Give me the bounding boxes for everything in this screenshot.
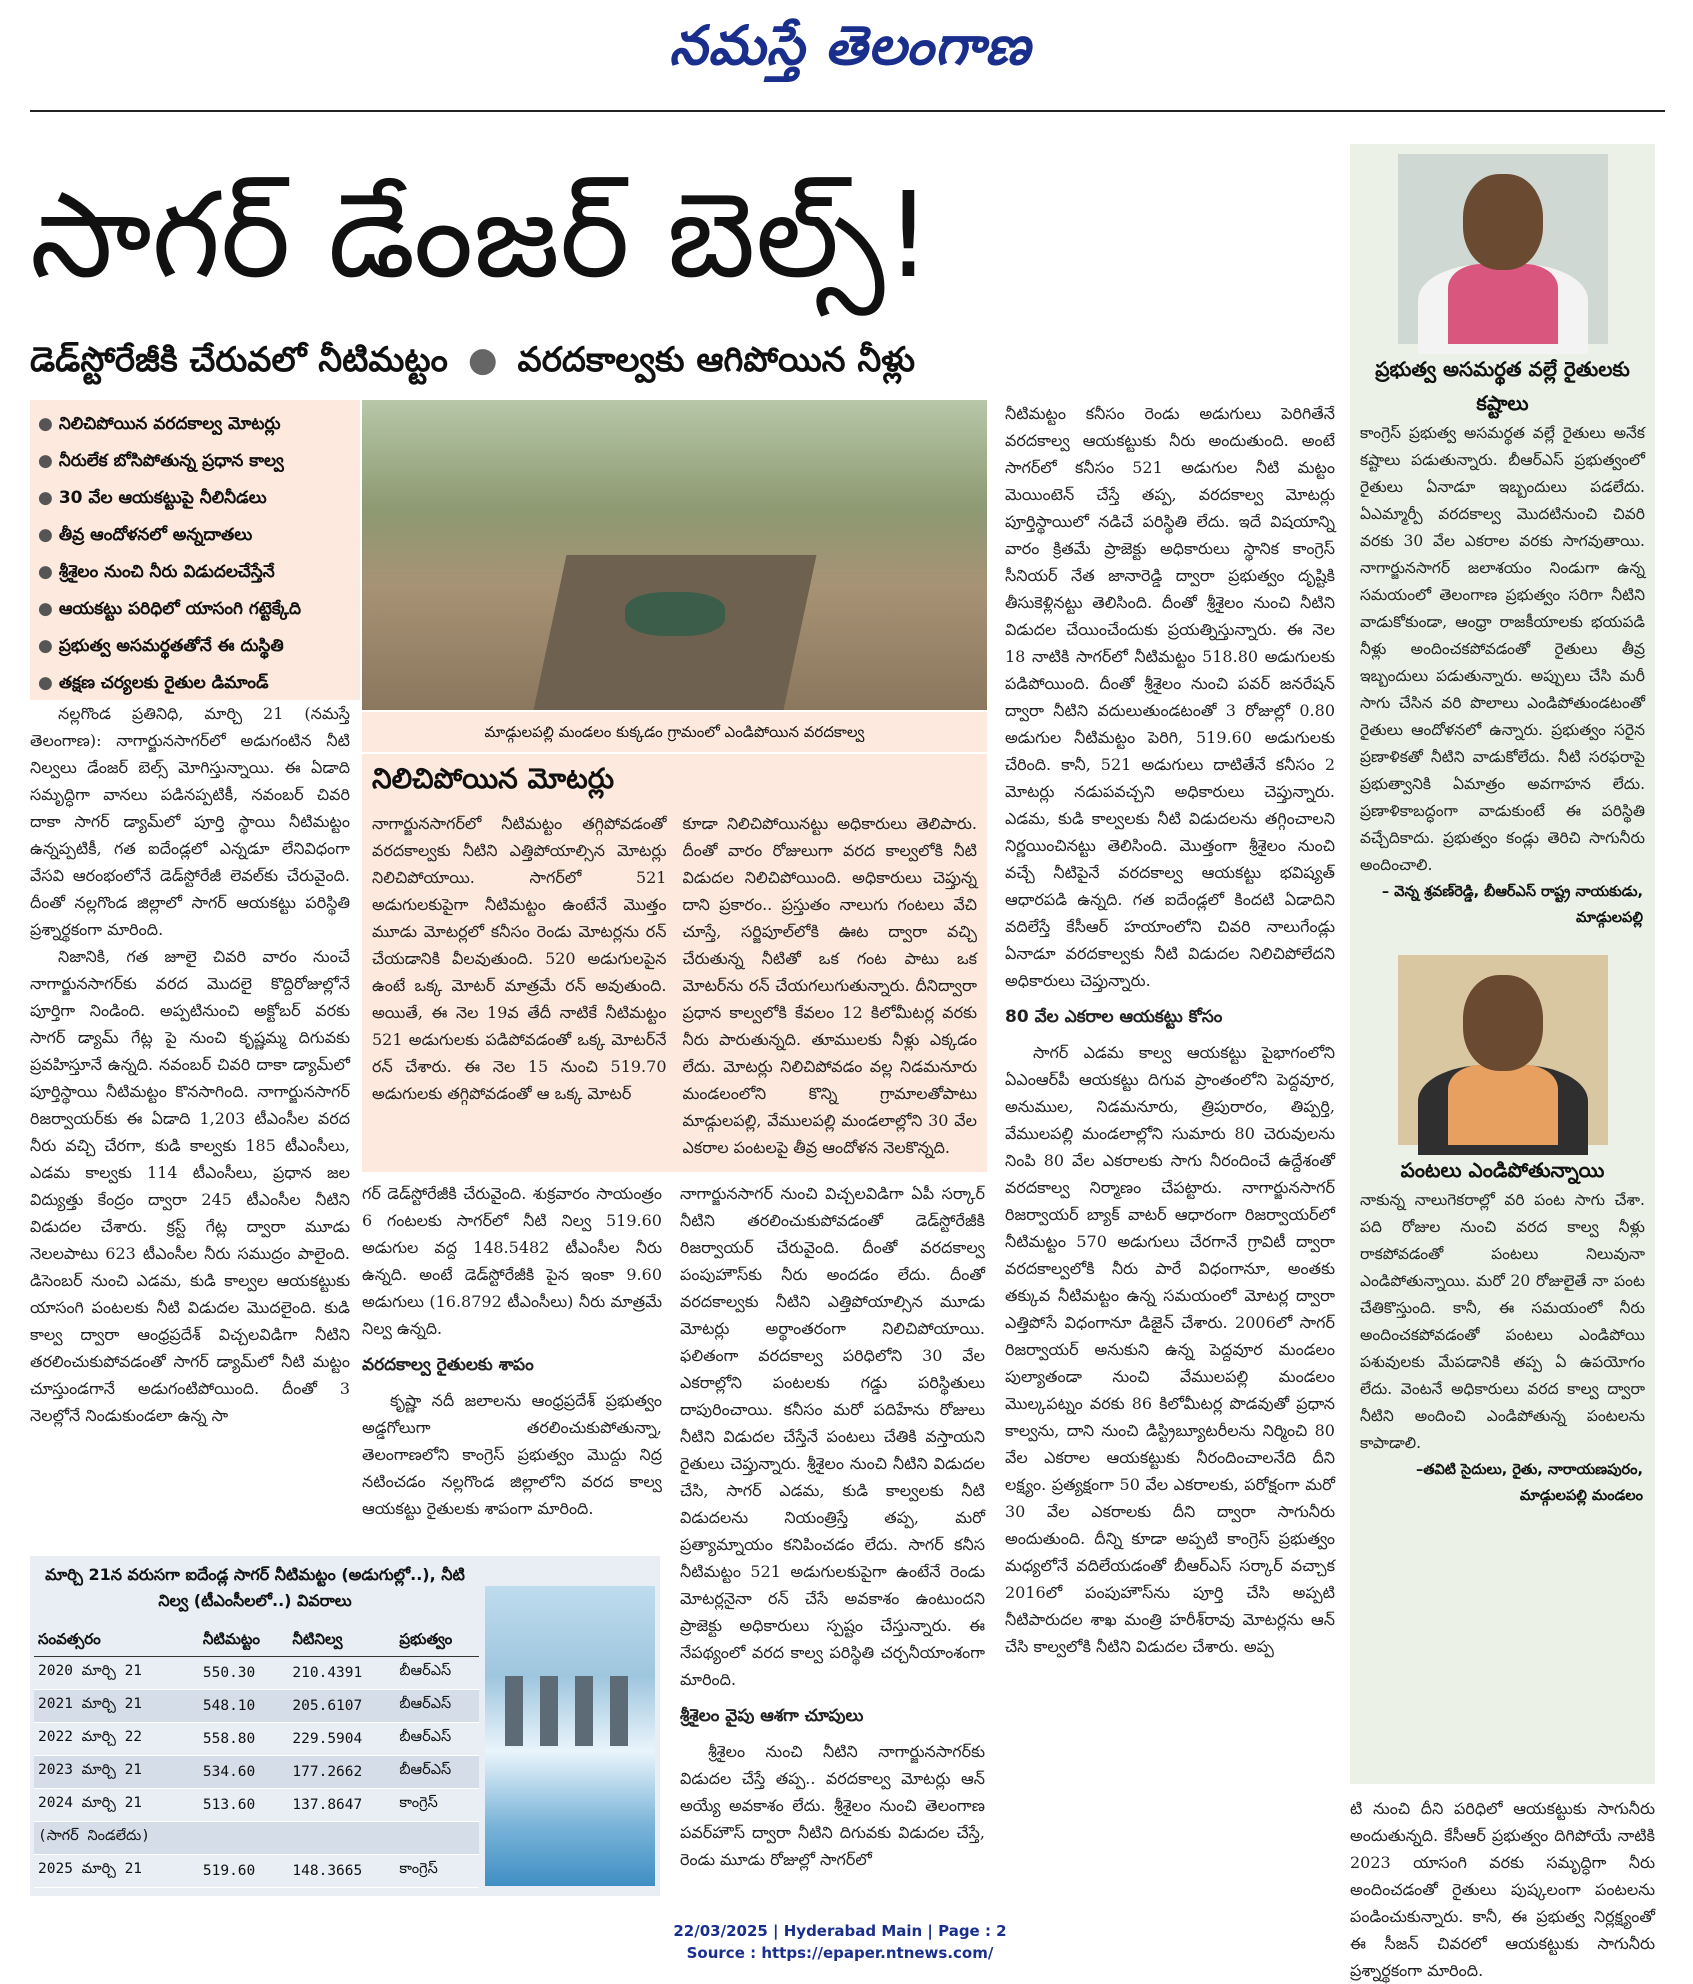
bullet-dot-icon: ● <box>38 599 53 619</box>
table-header: నీటినిల్వ <box>288 1626 395 1657</box>
article-paragraph: సాగర్ ఎడమ కాల్వ ఆయకట్టు పైభాగంలోని ఏఎంఆర్‌పీ ఆయకట్టు దిగువ ప్రాంతంలోని పెద్దవూర, అనుముల, నిడమనూరు, త్రిపురారం, తిప్పర్తి, వేములపల్లి మండలాల్లోని సుమారు 80 చెరువులను నింపి 80 వేల ఎకరాలకు సాగు నీరందించే ఉద్దేశంతో వరదకాల్వ నిర్మాణం చేపట్టారు. నాగార్జునసాగర్ రిజర్వాయర్ బ్యాక్ వాటర్ ఆధారంగా రిజర్వాయర్‌లో నీటిమట్టం 570 అడుగులు చేరగానే గ్రావిటీ ద్వారా వరదకాల్వలోకి నీరు పారే విధంగానూ, అంతకు తక్కువ నీటిమట్టం ఉన్న సమయంలో మోటర్ల ద్వారా ఎత్తిపోసే విధంగానూ డిజైన్ చేశారు. 2006లో సాగర్ రిజర్వాయర్ అనుకుని ఉన్న పెద్దవూర మండలం పుల్యాతండా నుంచి వేములపల్లి మండలం మొల్కపట్నం వరకు 86 కిలోమీటర్ల పొడవుతో ప్రధాన కాల్వను, దాని నుంచి డిస్ట్రిబ్యూటరీలను నిర్మించి 80 వేల ఎకరాల ఆయకట్టుకు నీరందించాలనేది దీని లక్ష్యం. ప్రత్యక్షంగా 50 వేల ఎకరాలకు, పరోక్షంగా మరో 30 వేల ఎకరాలకు దీని ద్వారా సాగునీరు అందుతుంది. దీన్ని కూడా అప్పటి కాంగ్రెస్ ప్రభుత్వం మధ్యలోనే వదిలేయడంతో బీఆర్‌ఎస్ సర్కార్ వచ్చాక 2016లో పంపుహౌస్‌ను పూర్తి చేసి అప్పటి నీటిపారుదల శాఖ మంత్రి హరీశ్‌రావు మోటర్లను ఆన్ చేసి కాల్వలోకి నీటిని విడుదల చేశారు. అప్ప <box>1005 1043 1335 1656</box>
highlight-item: ● ఆయకట్టు పరిధిలో యాసంగి గట్టెక్కేది <box>38 599 301 619</box>
highlight-item: ● నీరులేక బోసిపోతున్న ప్రధాన కాల్వ <box>38 451 284 471</box>
table-row: 2020 మార్చి 21 550.30 210.4391 బీఆర్‌ఎస్ <box>34 1657 479 1690</box>
headline: సాగర్ డేంజర్ బెల్స్! <box>30 166 933 304</box>
subhead <box>30 330 1360 390</box>
article-paragraph: శ్రీశైలం నుంచి నీటిని నాగార్జునసాగర్‌కు విడుదల చేస్తే తప్ప.. వరదకాల్వ మోటర్లు ఆన్ అయ్యే అవకాశం లేదు. శ్రీశైలం నుంచి తెలంగాణ పవర్‌హౌస్ ద్వారా నీటిని దిగువకు విడుదల చేస్తే, రెండు మూడు రోజుల్లో సాగర్‌లో <box>680 1742 985 1869</box>
bullet-dot-icon: ● <box>38 562 53 582</box>
highlight-item: ● ప్రభుత్వ అసమర్థతతోనే ఈ దుస్థితి <box>38 636 284 656</box>
footer-source-link[interactable]: Source : https://epaper.ntnews.com/ <box>686 1944 994 1962</box>
table-header: నీటిమట్టం <box>199 1626 289 1657</box>
table-header: సంవత్సరం <box>34 1626 199 1657</box>
article-paragraph: నాగార్జునసాగర్ నుంచి విచ్చలవిడిగా ఏపీ సర్కార్ నీటిని తరలించుకుపోవడంతో డెడ్‌స్టోరేజీకి రిజర్వాయర్ చేరువైంది. దీంతో వరదకాల్వ పంపుహౌస్‌కు నీరు అందడం లేదు. దీంతో వరదకాల్వకు నీటిని ఎత్తిపోయాల్సిన మూడు మోటర్లు అర్థాంతరంగా నిలిచిపోయాయి. ఫలితంగా వరదకాల్వ పరిధిలోని 30 వేల ఎకరాల్లోని పంటలకు గడ్డు పరిస్థితులు దాపురించాయి. కనీసం మరో పదిహేను రోజులు నీటిని విడుదల చేస్తేనే పంటలు చేతికి వస్తాయని రైతులు చెప్తున్నారు. శ్రీశైలం నుంచి నీటిని విడుదల చేసి, సాగర్ ఎడమ, కుడి కాల్వలకు నీటి విడుదలను నియంత్రిస్తే తప్ప, మరో ప్రత్యామ్నాయం కనిపించడం లేదు. సాగర్ కనీస నీటిమట్టం 521 అడుగులకుపైగా ఉంటేనే రెండు మోటర్లనైనా రన్ చేసే అవకాశం ఉంటుందని ప్రాజెక్టు అధికారులు స్పష్టం చేస్తున్నారు. ఈ నేపథ్యంలో వరద కాల్వ పరిస్థితి చర్చనీయాంశంగా మారింది. <box>680 1184 985 1689</box>
table-row: (సాగర్ నిండలేదు) <box>34 1822 479 1855</box>
article-paragraph: నిజానికి, గత జూలై చివరి వారం నుంచే నాగార్జునసాగర్‌కు వరద మొదలై కొద్దిరోజుల్లోనే పూర్తిగా నిండింది. అప్పటినుంచి అక్టోబర్ వరకు సాగర్ డ్యామ్ గేట్ల పై నుంచి కృష్ణమ్మ దిగువకు ప్రవహిస్తూనే ఉన్నది. నవంబర్ చివరి దాకా డ్యామ్‌లో పూర్తిస్థాయి నీటిమట్టం కొనసాగింది. నాగార్జునసాగర్ రిజర్వాయర్‌కు ఈ ఏడాది 1,203 టీఎంసీల వరద నీరు వచ్చి చేరగా, కుడి కాల్వకు 185 టీఎంసీలు, ఎడమ కాల్వకు 114 టీఎంసీలు, ప్రధాన జల విద్యుత్తు కేంద్రం ద్వారా 245 టీఎంసీల నీటిని విడుదల చేశారు. క్రస్ట్ గేట్ల ద్వారా మూడు నెలలపాటు 623 టీఎంసీల నీరు సముద్రం పాలైంది. డిసెంబర్ నుంచి ఎడమ, కుడి కాల్వల ఆయకట్టుకు యాసంగి పంటలకు నీటి విడుదల మొదలైంది. కుడి కాల్వ ద్వారా ఆంధ్రప్రదేశ్ విచ్చలవిడిగా నీటిని తరలించుకుపోవడంతో సాగర్ డ్యామ్‌లో నీటి మట్టం చూస్తుండగానే అడుగంటిపోయింది. దీంతో 3 నెలల్లోనే నిండుకుండలా ఉన్న సా <box>30 947 350 1425</box>
photo-caption: మాడ్గులపల్లి మండలం కుక్కడం గ్రామంలో ఎండిపోయిన వరదకాల్వ <box>362 712 987 752</box>
subhead-right: వరదకాల్వకు ఆగిపోయిన నీళ్లు <box>517 340 916 380</box>
highlights-box <box>30 400 360 700</box>
section-heading: వరదకాల్వ రైతులకు శాపం <box>362 1355 534 1375</box>
motors-box-right-text: కూడా నిలిచిపోయినట్టు అధికారులు తెలిపారు. దీంతో వారం రోజులుగా వరద కాల్వలోకి నీటి విడుదల నిలిచిపోయింది. అధికారులు చెప్తున్న దాని ప్రకారం.. ప్రస్తుతం నాలుగు గంటలు వేచి చూస్తే, సర్జిపూల్‌లోకి ఊట ద్వారా వచ్చి చేరుతున్న నీటితో ఒక గంట పాటు ఒక మోటర్‌ను రన్ చేయగలుగుతున్నారు. దీనిద్వారా ప్రధాన కాల్వలోకి కేవలం 12 కిలోమీటర్ల వరకు నీరు పారుతున్నది. తూములకు నీళ్లు ఎక్కడం లేదు. మోటర్లు నిలిచిపోవడం వల్ల నిడమనూరు మండలంలోని కొన్ని గ్రామాలతోపాటు మాడ్గులపల్లి, వేములపల్లి మండలాల్లోని 30 వేల ఎకరాల పంటలపై తీవ్ర ఆందోళన నెలకొన్నది. <box>682 814 977 1157</box>
highlight-item: ● తీవ్ర ఆందోళనలో అన్నదాతలు <box>38 525 253 545</box>
article-paragraph: నల్లగొండ ప్రతినిధి, మార్చి 21 (నమస్తే తెలంగాణ): నాగార్జునసాగర్‌లో అడుగంటిన నీటి నిల్వలు డేంజర్ బెల్స్ మోగిస్తున్నాయి. ఈ ఏడాది సమృద్ధిగా వానలు పడినప్పటికీ, నవంబర్ చివరి దాకా సాగర్ డ్యామ్‌లో పూర్తి స్థాయి నీటిమట్టం ఉన్నప్పటికీ, గత ఐదేండ్లలో ఎన్నడూ లేనివిధంగా వేసవి ఆరంభంలోనే డెడ్‌స్టోరేజీ లెవల్‌కు చేరువైంది. దీంతో నల్లగొండ జిల్లాలో సాగర్ ఆయకట్టు పరిస్థితి ప్రశ్నార్థకంగా మారింది. <box>30 704 350 939</box>
article-column-2 <box>362 1180 662 1550</box>
water-pool-shape <box>625 592 725 635</box>
table-header: ప్రభుత్వం <box>395 1626 479 1657</box>
quote2-body: నాకున్న నాలుగెకరాల్లో వరి పంట సాగు చేశా. పది రోజుల నుంచి వరద కాల్వ నీళ్లు రాకపోవడంతో పంటలు నిలువునా ఎండిపోతున్నాయి. మరో 20 రోజులైతే నా పంట చేతికొస్తుంది. కానీ, ఈ సమయంలో నీరు అందించకపోవడంతో పంటలు ఎండిపోయి పశువులకు మేపడానికి తప్ప ఏ ఉపయోగం లేదు. వెంటనే అధికారులు వరద కాల్వ ద్వారా నీటిని అందించి ఎండిపోతున్న పంటలను కాపాడాలి. <box>1360 1191 1645 1452</box>
masthead-divider <box>30 110 1665 112</box>
highlight-item: ● నిలిచిపోయిన వరదకాల్వ మోటర్లు <box>38 414 281 434</box>
dry-canal-photo <box>362 400 987 710</box>
bullet-dot-icon: ● <box>38 488 53 508</box>
dam-photo <box>485 1586 655 1886</box>
article-column-3 <box>680 1180 985 1900</box>
quote2-signature: –తవిటి సైదులు, రైతు, నారాయణపురం, మాడ్గులపల్లి మండలం <box>1415 1462 1643 1504</box>
article-paragraph: నీటిమట్టం కనీసం రెండు అడుగులు పెరిగితేనే వరదకాల్వ ఆయకట్టుకు నీరు అందుతుంది. అంటే సాగర్‌లో కనీసం 521 అడుగుల నీటి మట్టం మెయింటెన్ చేస్తే తప్ప, వరదకాల్వ మోటర్లు పూర్తిస్థాయిలో నడిచే పరిస్థితి లేదు. ఇదే విషయాన్ని వారం క్రితమే ప్రాజెక్టు అధికారులు స్థానిక కాంగ్రెస్ సీనియర్ నేత జానారెడ్డి ద్వారా ప్రభుత్వం దృష్టికి తీసుకెళ్లినట్టు తెలిసింది. దీంతో శ్రీశైలం నుంచి నీటిని విడుదల చేయించేందుకు ప్రయత్నిస్తున్నారు. ఈ నెల 18 నాటికి సాగర్‌లో నీటిమట్టం 518.80 అడుగులకు పడిపోయింది. దీంతో శ్రీశైలం నుంచి పవర్ జనరేషన్ ద్వారా నీటిని వదులుతుండటంతో 3 రోజుల్లో 0.80 అడుగుల నీటిమట్టం పెరిగి, 519.60 అడుగులకు చేరింది. కానీ, 521 అడుగులు దాటితేనే కనీసం 2 మోటర్లు నడుపవచ్చని అధికారులు చెప్తున్నారు. ఎడమ, కుడి కాల్వలకు నీటి విడుదలను తగ్గించాలని నిర్ణయించినట్టు తెలిసింది. మొత్తంగా శ్రీశైలం నుంచి వచ్చే నీటిపైనే వరదకాల్వ ఆయకట్టు భవిష్యత్ ఆధారపడి ఉన్నది. గత ఐదేండ్లలో కిందటి ఏడాదిని వదిలేస్తే కేసీఆర్ హయాంలోని చివరి నాలుగేండ్లు ఏనాడూ వరదకాల్వకు నీటి విడుదల నిలిచిపోలేదని అధికారులు చెప్తున్నారు. <box>1005 404 1335 990</box>
table-title: మార్చి 21న వరుసగా ఐదేండ్ల సాగర్ నీటిమట్టం (అడుగుల్లో..), నీటి నిల్వ (టీఎంసీలలో..) వివరాలు <box>45 1565 465 1610</box>
quote1-heading: ప్రభుత్వ అసమర్థత వల్లే రైతులకు కష్టాలు <box>1375 357 1630 415</box>
quote2-heading: పంటలు ఎండిపోతున్నాయి <box>1400 1158 1605 1182</box>
motors-box-left-text: నాగార్జునసాగర్‌లో నీటిమట్టం తగ్గిపోవడంతో వరదకాల్వకు నీటిని ఎత్తిపోయాల్సిన మోటర్లు నిలిచిపోయాయి. సాగర్‌లో 521 అడుగులకుపైగా నీటిమట్టం ఉంటేనే మొత్తం మూడు మోటర్లలో కనీసం రెండు మోటర్లను రన్ చేయడానికి వీలవుతుంది. 520 అడుగులపైన ఉంటే ఒక్క మోటర్ మాత్రమే రన్ అవుతుంది. అయితే, ఈ నెల 19వ తేదీ నాటికే నీటిమట్టం 521 అడుగులకు పడిపోవడంతో ఒక్క మోటర్‌నే రన్ చేశారు. ఈ నెల 15 నుంచి 519.70 అడుగులకు తగ్గిపోవడంతో ఆ ఒక్క మోటర్ <box>372 814 667 1103</box>
table-row: 2025 మార్చి 21 519.60 148.3665 కాంగ్రెస్ <box>34 1855 479 1888</box>
highlight-item: ● శ్రీశైలం నుంచి నీరు విడుదలచేస్తేనే <box>38 562 275 582</box>
bullet-dot-icon: ● <box>38 673 53 693</box>
farmer-photo <box>1398 955 1608 1145</box>
bullet-dot-icon: ● <box>467 340 498 380</box>
motors-box-title: నిలిచిపోయిన మోటర్లు <box>372 762 615 795</box>
motors-stopped-box <box>362 754 987 1172</box>
footer-date-edition: 22/03/2025 | Hyderabad Main | Page : 2 <box>673 1922 1007 1940</box>
page-footer <box>600 1920 1080 1964</box>
quote1-signature: – వెన్న శ్రవణ్‌రెడ్డి, బీఆర్‌ఎస్ రాష్ట్ర నాయకుడు, మాడ్గులపల్లి <box>1381 884 1643 926</box>
section-heading: 80 వేల ఎకరాల ఆయకట్టు కోసం <box>1005 1007 1223 1027</box>
bullet-dot-icon: ● <box>38 525 53 545</box>
quote1-body: కాంగ్రెస్ ప్రభుత్వ అసమర్థత వల్లే రైతులు అనేక కష్టాలు పడుతున్నారు. బీఆర్‌ఎస్ ప్రభుత్వంలో రైతులు ఏనాడూ ఇబ్బందులు పడలేదు. ఏఎమ్మార్పీ వరదకాల్వ మొదటినుంచి చివరి వరకు 30 వేల ఎకరాల వరకు సాగవుతాయి. నాగార్జునసాగర్ జలాశయం నిండుగా ఉన్న సమయంలో తెలంగాణ ప్రభుత్వం సరిగా నీటిని వాడుకోకుండా, ఆంధ్రా రాజకీయాలకు భయపడి నీళ్లు అందించకపోవడంతో రైతులు తీవ్ర ఇబ్బందులు పడుతున్నారు. అప్పులు చేసి మరీ సాగు చేసిన వరి పొలాలు ఎండిపోతుండటంతో రైతులు ఆందోళనలో ఉన్నారు. ప్రభుత్వం సరైన ప్రణాళికతో నీటిని వాడుకోలేదు. నీటి సరఫరాపై ప్రభుత్వానికి ఏమాత్రం అవగాహన లేదు. ప్రణాళికాబద్ధంగా వాడుకుంటే ఈ పరిస్థితి వచ్చేదికాదు. ప్రభుత్వం కండ్లు తెరిచి సాగునీరు అందించాలి. <box>1360 424 1645 874</box>
quotes-sidebar <box>1350 144 1655 1784</box>
highlight-item: ● 30 వేల ఆయకట్టుపై నీలినీడలు <box>38 488 267 508</box>
bullet-dot-icon: ● <box>38 414 53 434</box>
highlight-item: ● తక్షణ చర్యలకు రైతుల డిమాండ్ <box>38 673 269 693</box>
table-row: 2024 మార్చి 21 513.60 137.8647 కాంగ్రెస్ <box>34 1789 479 1822</box>
article-paragraph: గర్ డెడ్‌స్టోరేజీకి చేరువైంది. శుక్రవారం సాయంత్రం 6 గంటలకు సాగర్‌లో నీటి నిల్వ 519.60 అడుగుల వద్ద 148.5482 టీఎంసీల నీరు ఉన్నది. అంటే డెడ్‌స్టోరేజీకి పైన ఇంకా 9.60 అడుగులు (16.8792 టీఎంసీలు) నీరు మాత్రమే నిల్వ ఉన్నది. <box>362 1184 662 1338</box>
table-row: 2021 మార్చి 21 548.10 205.6107 బీఆర్‌ఎస్ <box>34 1690 479 1723</box>
water-level-table <box>34 1626 479 1888</box>
article-column-5-tail: టి నుంచి దీని పరిధిలో ఆయకట్టుకు సాగునీరు అందుతున్నది. కేసీఆర్ ప్రభుత్వం దిగిపోయే నాటికి 2023 యాసంగి వరకు సమృద్ధిగా నీరు అందించడంతో రైతులు పుష్కలంగా పంటలను పండించుకున్నారు. కానీ, ఈ ప్రభుత్వ నిర్లక్ష్యంతో ఈ సీజన్ చివరలో ఆయకట్టుకు సాగునీరు ప్రశ్నార్థకంగా మారింది. <box>1350 1799 1655 1980</box>
masthead-logo: నమస్తే తెలంగాణ <box>669 13 1031 77</box>
table-row: 2022 మార్చి 22 558.80 229.5904 బీఆర్‌ఎస్ <box>34 1723 479 1756</box>
subhead-left: డెడ్‌స్టోరేజీకి చేరువలో నీటిమట్టం <box>30 340 448 380</box>
water-level-table-box <box>30 1556 660 1896</box>
section-heading: శ్రీశైలం వైపు ఆశగా చూపులు <box>680 1706 864 1726</box>
politician-photo <box>1398 154 1608 344</box>
bullet-dot-icon: ● <box>38 636 53 656</box>
article-paragraph: కృష్ణా నదీ జలాలను ఆంధ్రప్రదేశ్ ప్రభుత్వం అడ్డగోలుగా తరలించుకుపోతున్నా, తెలంగాణలోని కాంగ్రెస్ ప్రభుత్వం మొద్దు నిద్ర నటించడం నల్లగొండ జిల్లాలోని వరద కాల్వ ఆయకట్టు రైతులకు శాపంగా మారింది. <box>362 1391 662 1518</box>
article-column-4 <box>1005 400 1335 1900</box>
bullet-dot-icon: ● <box>38 451 53 471</box>
table-row: 2023 మార్చి 21 534.60 177.2662 బీఆర్‌ఎస్ <box>34 1756 479 1789</box>
article-column-1 <box>30 700 350 1550</box>
